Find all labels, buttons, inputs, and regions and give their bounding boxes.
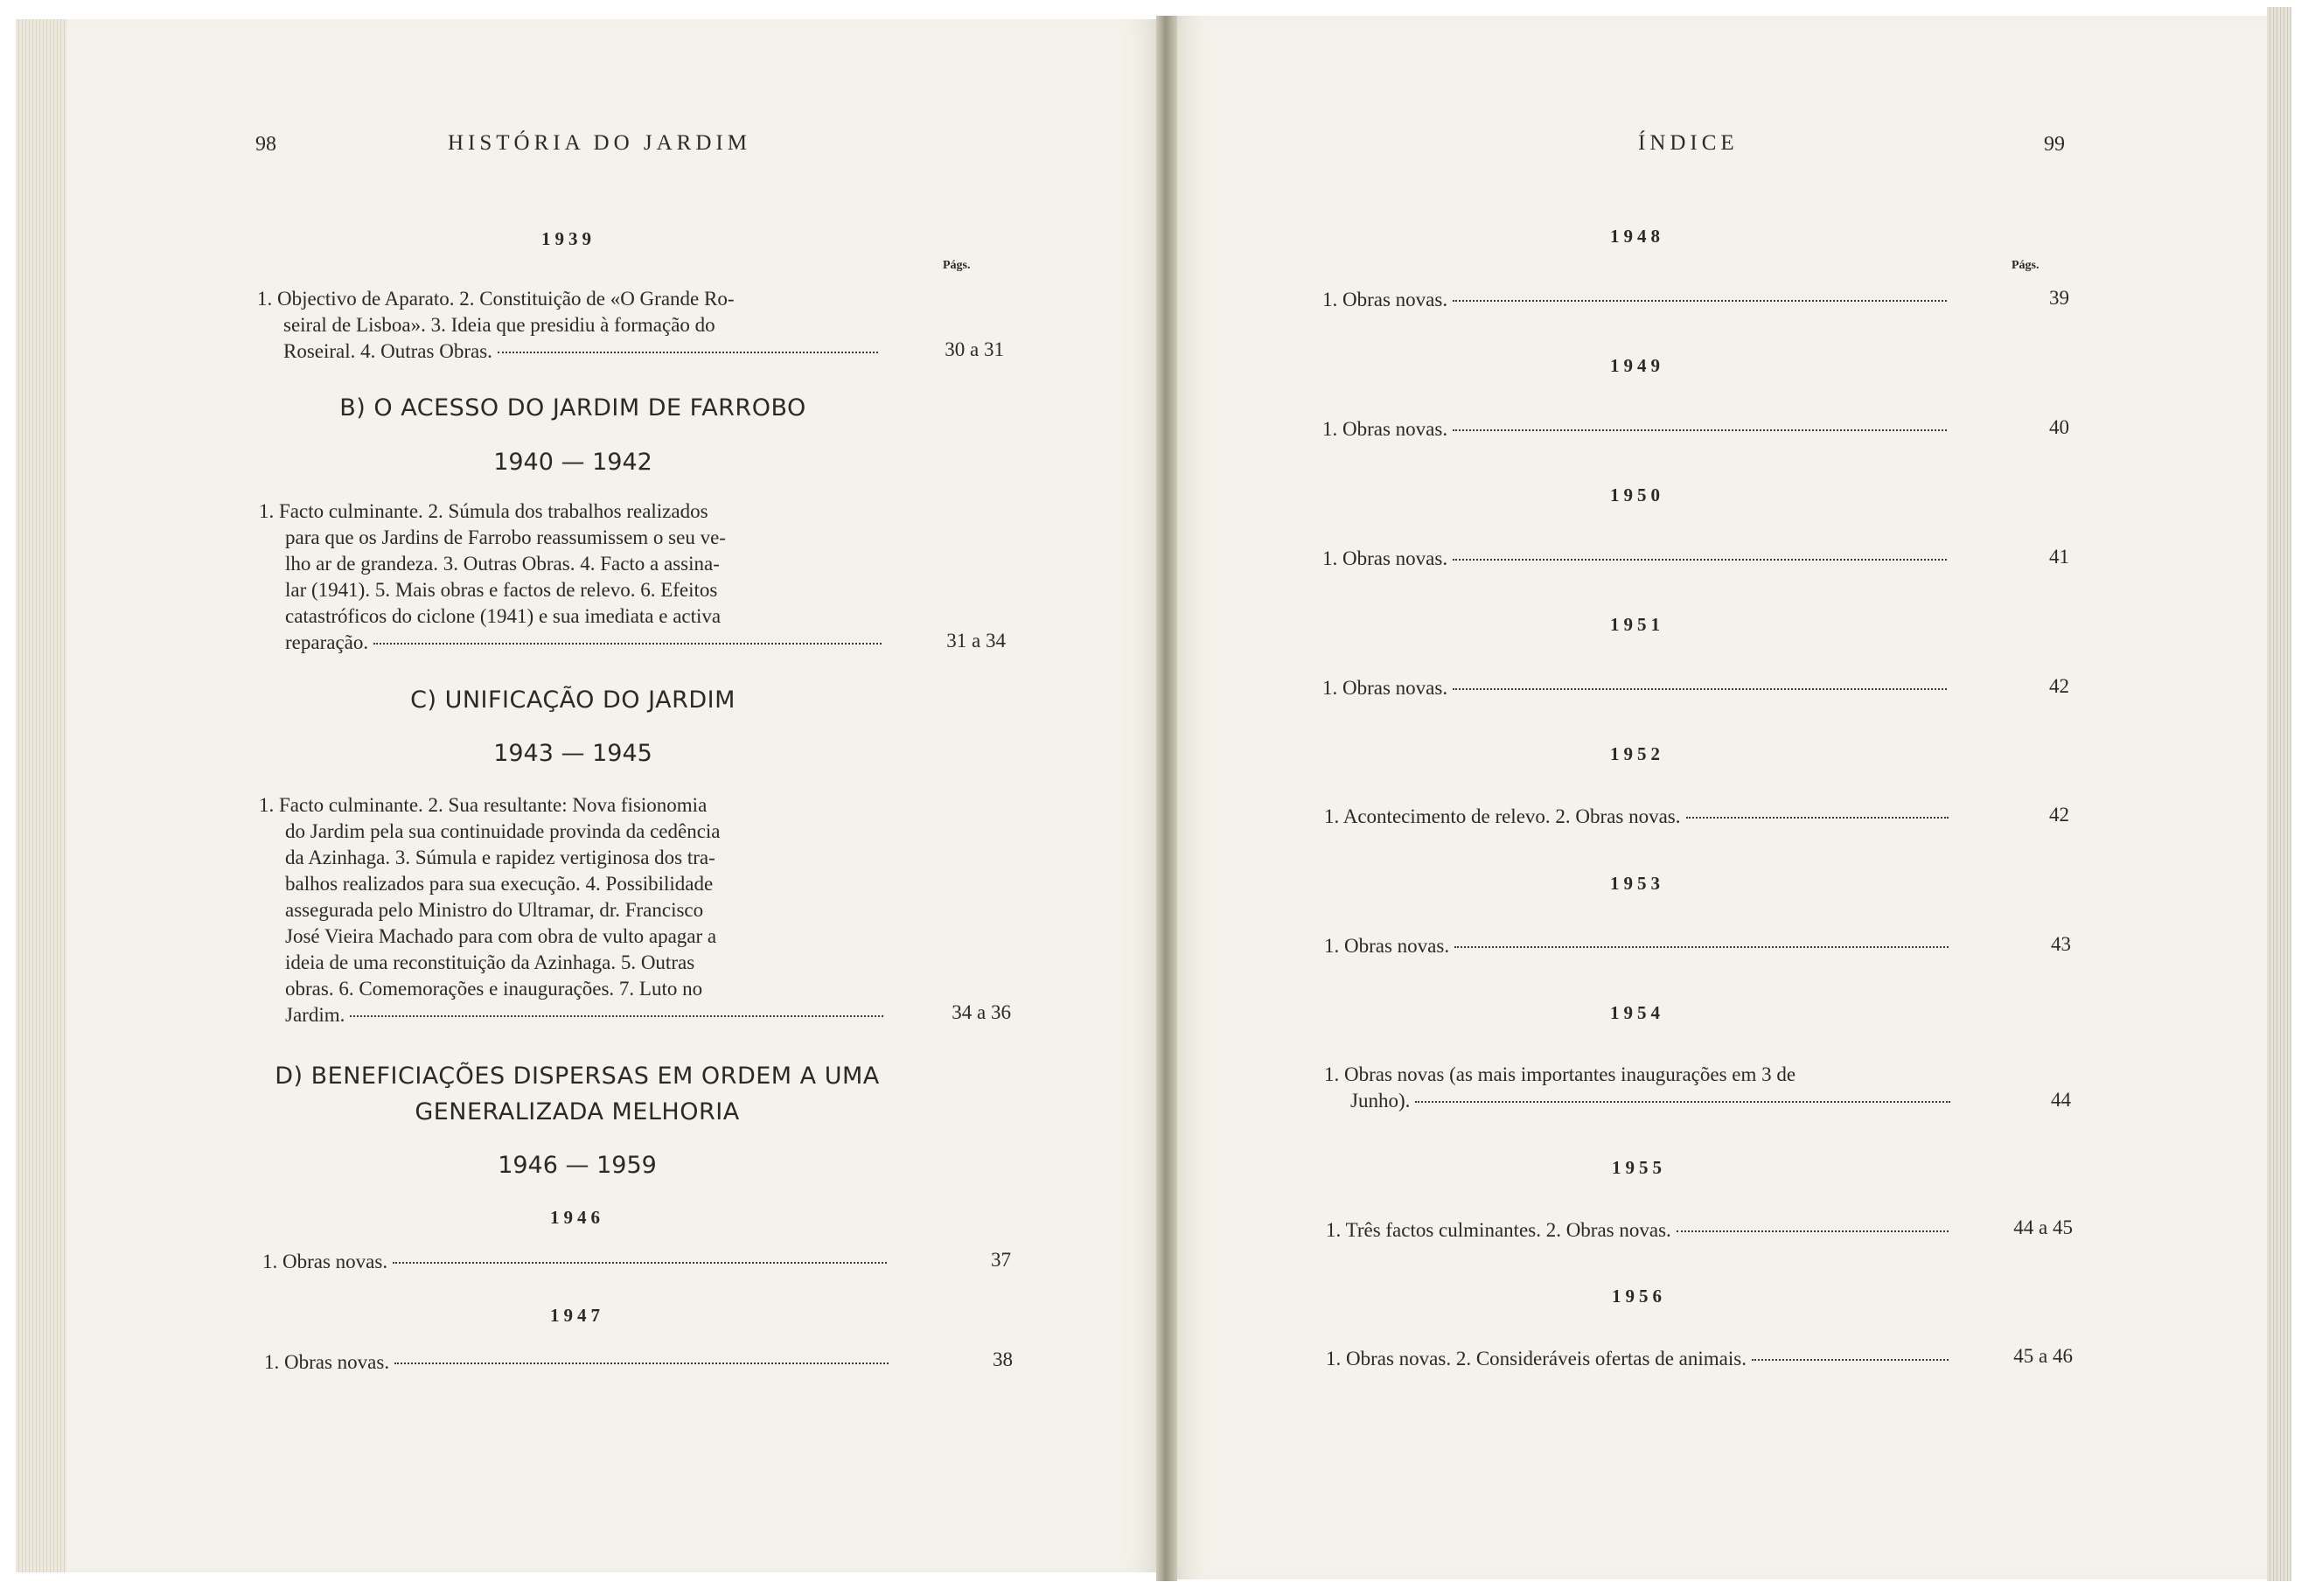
year-heading-1956: 1956 bbox=[1612, 1286, 1666, 1307]
year-heading-1939: 1939 bbox=[541, 228, 596, 249]
entry-1939: 1. Objectivo de Aparato. 2. Constituição de «O Grande Ro- seiral de Lisboa». 3. Ideia que presidiu à formação do Roseiral. 4. Outras Obras. bbox=[257, 286, 883, 365]
page-ref-1946: 37 bbox=[991, 1249, 1011, 1271]
left-page-number: 98 bbox=[255, 133, 276, 156]
page-ref-1954: 44 bbox=[2051, 1089, 2071, 1111]
year-heading-1950: 1950 bbox=[1610, 484, 1664, 505]
right-running-header: ÍNDICE bbox=[1638, 131, 1739, 155]
pags-label-right: Págs. bbox=[2012, 259, 2040, 272]
page-ref-1949: 40 bbox=[2049, 416, 2069, 438]
left-running-header: HISTÓRIA DO JARDIM bbox=[448, 131, 751, 155]
entry-1946: 1. Obras novas. bbox=[262, 1249, 892, 1275]
page-ref-1953: 43 bbox=[2051, 933, 2071, 955]
year-heading-1947: 1947 bbox=[550, 1305, 604, 1326]
year-heading-1948: 1948 bbox=[1610, 226, 1664, 247]
page-ref-1947: 38 bbox=[993, 1349, 1013, 1370]
entry-1953: 1. Obras novas. bbox=[1324, 933, 1954, 959]
page-ref-1955: 44 a 45 bbox=[2013, 1216, 2073, 1238]
entry-section-b: 1. Facto culminante. 2. Súmula dos trabalhos realizados para que os Jardins de Farrobo reassumissem o seu ve- lho ar de grandeza. 3. Outras Obras. 4. Facto a assina- lar (1941). 5. Mais obras e factos de relevo. 6. Efeitos catastróficos do ciclone (1941) e sua imediata e activa reparação. bbox=[259, 498, 887, 656]
year-heading-1949: 1949 bbox=[1610, 355, 1664, 376]
page-ref-section-b: 31 a 34 bbox=[946, 630, 1006, 652]
right-page-edges bbox=[2267, 7, 2291, 1581]
entry-1954: 1. Obras novas (as mais importantes inaugurações em 3 de Junho). bbox=[1324, 1062, 1956, 1114]
page-ref-1939: 30 a 31 bbox=[945, 338, 1004, 360]
year-heading-1954: 1954 bbox=[1610, 1002, 1664, 1023]
entry-1948: 1. Obras novas. bbox=[1322, 287, 1952, 313]
pags-label: Págs. bbox=[943, 259, 971, 272]
section-b-years: 1940 — 1942 bbox=[493, 449, 652, 476]
page-ref-section-c: 34 a 36 bbox=[952, 1001, 1011, 1023]
year-heading-1953: 1953 bbox=[1610, 873, 1664, 894]
entry-1955: 1. Três factos culminantes. 2. Obras novas. bbox=[1326, 1217, 1954, 1244]
page-ref-1950: 41 bbox=[2049, 546, 2069, 568]
section-d-title-line1: D) BENEFICIAÇÕES DISPERSAS EM ORDEM A UMA bbox=[275, 1063, 880, 1090]
section-c-title: C) UNIFICAÇÃO DO JARDIM bbox=[410, 686, 736, 714]
page-ref-1948: 39 bbox=[2049, 287, 2069, 309]
year-heading-1952: 1952 bbox=[1610, 743, 1664, 764]
entry-1952: 1. Acontecimento de relevo. 2. Obras novas. bbox=[1324, 804, 1954, 830]
year-heading-1951: 1951 bbox=[1610, 614, 1664, 635]
page-ref-1952: 42 bbox=[2049, 804, 2069, 826]
entry-1951: 1. Obras novas. bbox=[1322, 675, 1952, 701]
section-c-years: 1943 — 1945 bbox=[493, 740, 652, 767]
section-d-years: 1946 — 1959 bbox=[498, 1152, 657, 1179]
entry-1947: 1. Obras novas. bbox=[264, 1349, 894, 1376]
right-page-number: 99 bbox=[2044, 133, 2065, 156]
section-d-title-line2: GENERALIZADA MELHORIA bbox=[415, 1098, 740, 1126]
page-ref-1951: 42 bbox=[2049, 675, 2069, 697]
entry-1949: 1. Obras novas. bbox=[1322, 416, 1952, 443]
page-ref-1956: 45 a 46 bbox=[2013, 1345, 2073, 1367]
entry-1956: 1. Obras novas. 2. Consideráveis ofertas de animais. bbox=[1326, 1346, 1954, 1372]
entry-section-c: 1. Facto culminante. 2. Sua resultante: Nova fisionomia do Jardim pela sua continuidade provinda da cedência da Azinhaga. 3. Súmula e rapidez vertiginosa dos tra- balhos realizados para sua execução. 4. Possibilidade assegurada pelo Ministro do Ultramar, dr. Francisco José Vieira Machado para com obra de vulto apagar a ideia de uma reconstituição da Azinhaga. 5. Outras obras. 6. Comemorações e inaugurações. 7. Luto no Jardim. bbox=[259, 792, 889, 1028]
section-b-title: B) O ACESSO DO JARDIM DE FARROBO bbox=[339, 394, 806, 422]
right-page bbox=[1165, 16, 2284, 1579]
book-gutter bbox=[1156, 16, 1177, 1581]
year-heading-1955: 1955 bbox=[1612, 1157, 1666, 1178]
left-page-edges bbox=[16, 19, 66, 1572]
entry-1950: 1. Obras novas. bbox=[1322, 546, 1952, 572]
year-heading-1946: 1946 bbox=[550, 1207, 604, 1228]
